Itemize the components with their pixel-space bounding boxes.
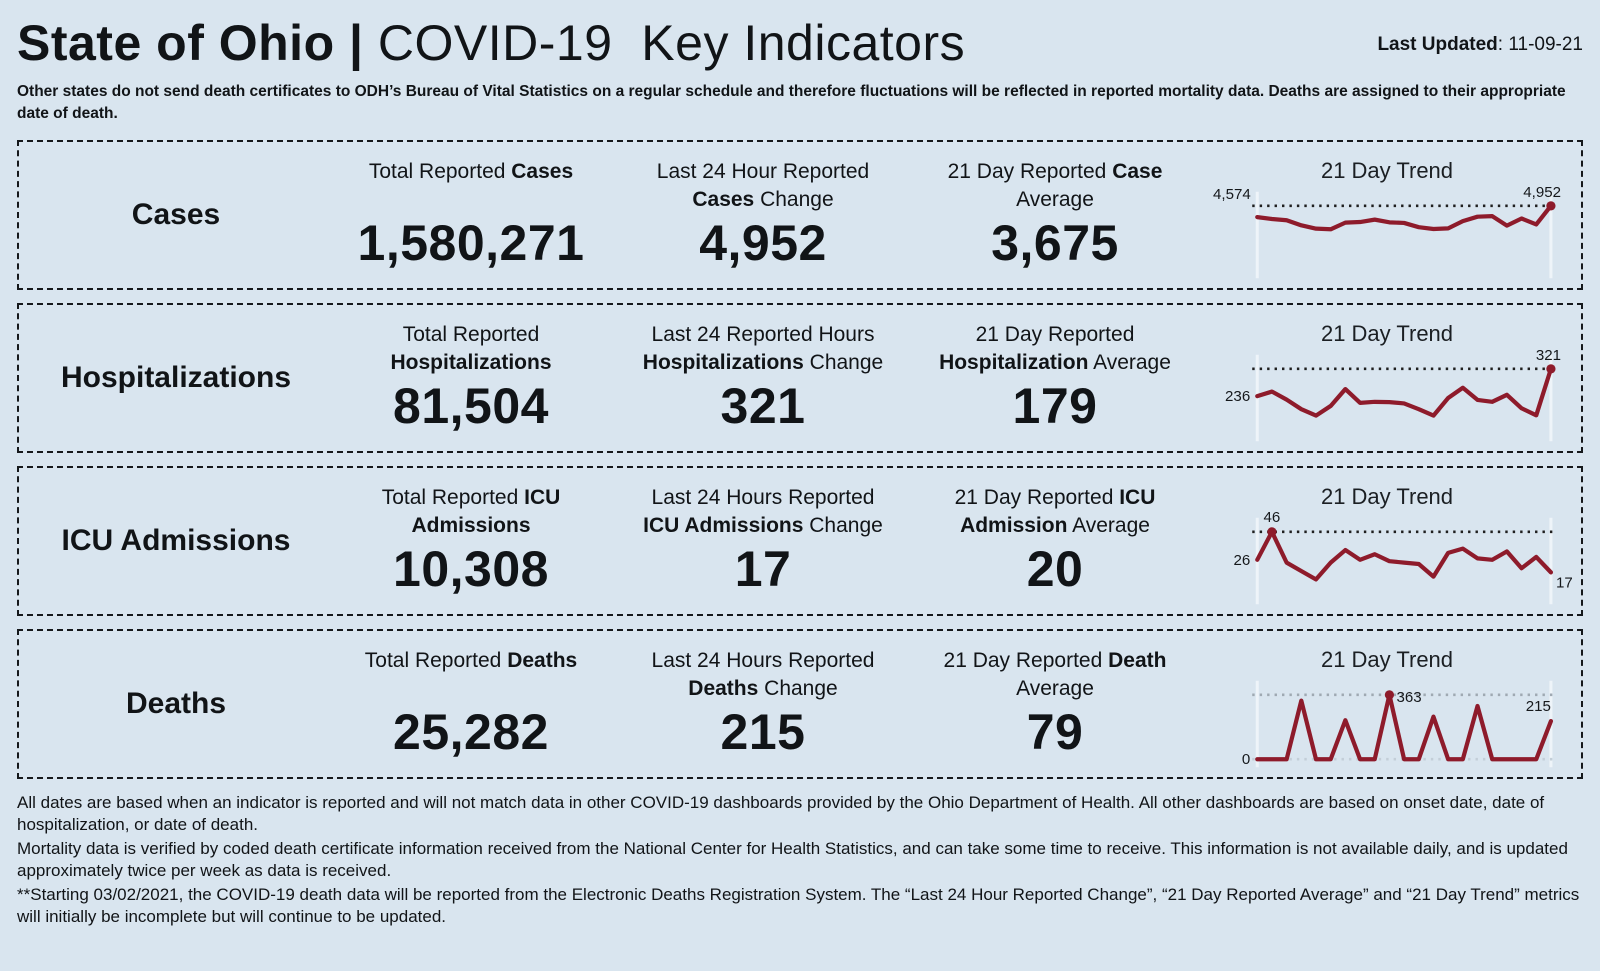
trend-title: 21 Day Trend — [1320, 483, 1454, 509]
deaths-row — [17, 629, 1583, 779]
stat-21day-hospitalization-average — [909, 309, 1201, 435]
stat-value: 215 — [720, 703, 806, 760]
footer-note-mortality: Mortality data is verified by coded death certificate information received from the National Center for Health Statistics, and can take some time to receive. This information is not available daily, and is updated approximately twice per week as data is received. — [17, 838, 1568, 881]
last-updated — [1377, 34, 1583, 56]
stat-header: 21 Day Reported ICU Admission Average — [954, 485, 1156, 537]
stat-header: Last 24 Hours Reported Deaths Change — [651, 648, 875, 700]
svg-text:4,952: 4,952 — [1523, 183, 1561, 201]
stat-value: 81,504 — [393, 377, 549, 434]
footer-note-edrs: **Starting 03/02/2021, the COVID-19 death data will be reported from the Electronic Deaths Registration System. The “Last 24 Hour Reported Change”, “21 Day Reported Average” and “21 Day Trend” metrics will initially be incomplete but will continue to be updated. — [17, 884, 1580, 927]
svg-text:236: 236 — [1225, 388, 1251, 406]
stat-header: Last 24 Hour Reported Cases Change — [656, 159, 870, 211]
hospitalizations-trend-chart — [1211, 346, 1563, 444]
trend-title: 21 Day Trend — [1320, 646, 1454, 672]
page-title-state: State of Ohio — [17, 15, 335, 71]
icu-admissions-row — [17, 466, 1583, 616]
stat-header: Total Reported Hospitalizations — [390, 322, 552, 374]
stat-value: 1,580,271 — [357, 214, 585, 271]
stat-total-reported-hospitalizations — [325, 309, 617, 435]
stat-24h-hospitalizations-change — [617, 309, 909, 435]
stat-21day-case-average — [909, 146, 1201, 272]
hospitalizations-trend — [1201, 309, 1573, 444]
stat-value: 17 — [734, 540, 792, 597]
page-title — [17, 16, 965, 71]
svg-text:321: 321 — [1535, 346, 1561, 364]
last-updated-value: : 11-09-21 — [1497, 34, 1583, 55]
deaths-row-label: Deaths — [125, 686, 227, 720]
stat-value: 3,675 — [991, 214, 1119, 271]
title-bar — [17, 10, 1583, 81]
stat-value: 10,308 — [393, 540, 549, 597]
svg-text:363: 363 — [1396, 688, 1422, 706]
stat-value: 179 — [1012, 377, 1098, 434]
stat-total-reported-deaths — [325, 635, 617, 761]
hospitalizations-row — [17, 303, 1583, 453]
stat-total-reported-icu-admissions — [325, 472, 617, 598]
stat-21day-death-average — [909, 635, 1201, 761]
title-separator: | — [334, 15, 378, 71]
trend-title: 21 Day Trend — [1320, 157, 1454, 183]
footer-notes — [17, 792, 1583, 929]
svg-text:17: 17 — [1555, 574, 1573, 592]
stat-24h-cases-change — [617, 146, 909, 272]
page-title-subject: COVID-19 Key Indicators — [377, 15, 966, 71]
svg-text:0: 0 — [1241, 751, 1251, 769]
cases-row — [17, 140, 1583, 290]
stat-value: 4,952 — [699, 214, 827, 271]
stat-header: Last 24 Reported Hours Hospitalizations Change — [642, 322, 884, 374]
stat-header: Last 24 Hours Reported ICU Admissions Change — [643, 485, 883, 537]
cases-trend — [1201, 146, 1573, 281]
stat-header: Total Reported Cases — [368, 159, 574, 183]
stat-header: 21 Day Reported Hospitalization Average — [939, 322, 1171, 374]
stat-value: 20 — [1026, 540, 1084, 597]
svg-text:26: 26 — [1233, 551, 1251, 569]
trend-title: 21 Day Trend — [1320, 320, 1454, 346]
stat-value: 25,282 — [393, 703, 549, 760]
cases-row-label: Cases — [131, 197, 221, 231]
svg-text:4,574: 4,574 — [1213, 185, 1251, 203]
icu-admissions-trend-chart — [1211, 508, 1573, 607]
stat-21day-icu-admission-average — [909, 472, 1201, 598]
stat-total-reported-cases — [325, 146, 617, 272]
stat-header: 21 Day Reported Case Average — [947, 159, 1163, 211]
stat-header: 21 Day Reported Death Average — [943, 648, 1167, 700]
stat-value: 321 — [720, 377, 806, 434]
svg-text:215: 215 — [1525, 697, 1551, 715]
stat-24h-deaths-change — [617, 635, 909, 761]
svg-text:46: 46 — [1263, 508, 1281, 526]
icu-admissions-row-label: ICU Admissions — [61, 523, 291, 557]
cases-trend-chart — [1211, 183, 1563, 281]
footer-note-dates: All dates are based when an indicator is reported and will not match data in other COVID-19 dashboards provided by the Ohio Department of Health. All other dashboards are based on onset date, date of hospitalization, or date of death. — [17, 792, 1545, 835]
hospitalizations-row-label: Hospitalizations — [60, 360, 292, 394]
stat-24h-icu-admissions-change — [617, 472, 909, 598]
stat-header: Total Reported Deaths — [364, 648, 578, 672]
mortality-disclaimer: Other states do not send death certificates to ODH’s Bureau of Vital Statistics on a regular schedule and therefore fluctuations will be reflected in reported mortality data. Deaths are assigned to their appropriate date of death. — [17, 83, 1566, 123]
stat-header: Total Reported ICU Admissions — [381, 485, 561, 537]
last-updated-label: Last Updated — [1377, 34, 1498, 55]
icu-admissions-trend — [1201, 472, 1573, 607]
deaths-trend — [1201, 635, 1573, 770]
deaths-trend-chart — [1211, 676, 1563, 770]
stat-value: 79 — [1026, 703, 1084, 760]
